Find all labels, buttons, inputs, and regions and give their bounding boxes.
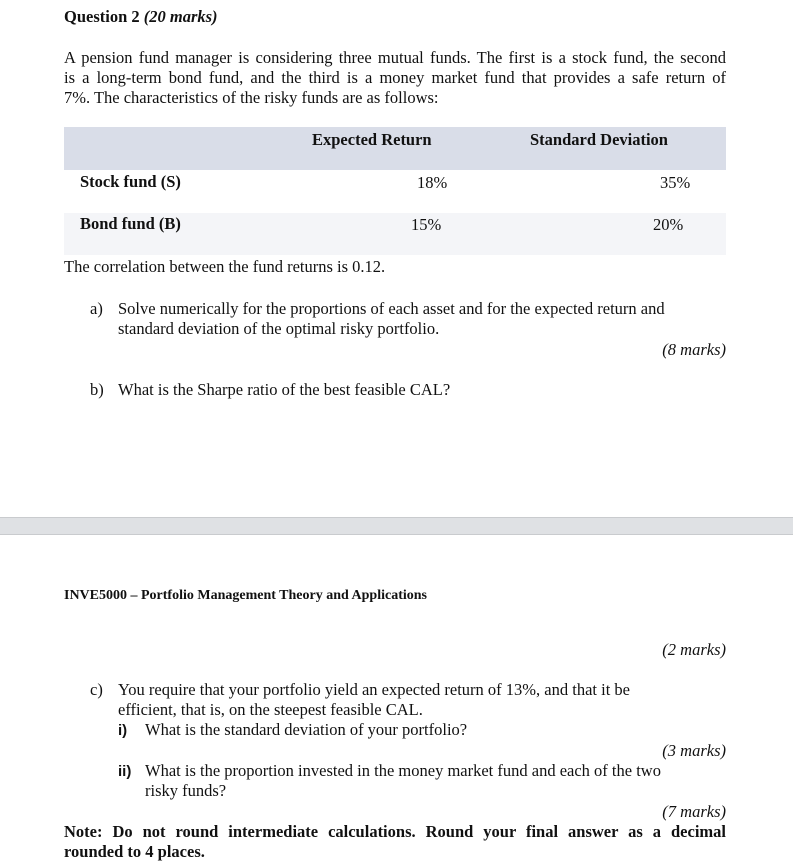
part-c-ii-marks: (7 marks) <box>662 802 726 821</box>
intro-line: is a long-term bond fund, and the third is a money market fund that provides a safe return of <box>64 68 726 87</box>
correlation-text: The correlation between the fund returns is 0.12. <box>64 257 386 276</box>
part-c-line: efficient, that is, on the steepest feasible CAL. <box>118 700 423 719</box>
intro-paragraph <box>64 48 726 108</box>
part-c-label: c) <box>90 680 103 699</box>
part-c-i-marks: (3 marks) <box>662 741 726 760</box>
part-a-label: a) <box>90 299 103 318</box>
part-c-line: You require that your portfolio yield an expected return of 13%, and that it be <box>118 680 630 699</box>
part-b-marks: (2 marks) <box>662 640 726 659</box>
part-c-ii-line: What is the proportion invested in the money market fund and each of the two <box>145 761 661 780</box>
bond-std-dev: 20% <box>653 215 684 234</box>
page-break-divider <box>0 517 793 535</box>
part-b-text: What is the Sharpe ratio of the best feasible CAL? <box>118 380 451 399</box>
part-c-i-label: i) <box>118 722 128 739</box>
header-expected-return: Expected Return <box>312 130 432 149</box>
note-line: rounded to 4 places. <box>64 842 205 861</box>
intro-line: A pension fund manager is considering three mutual funds. The first is a stock fund, the second <box>64 48 726 67</box>
row-label-bond-fund: Bond fund (B) <box>80 214 181 233</box>
rounding-note <box>64 822 726 862</box>
part-b-label: b) <box>90 380 104 399</box>
part-a-line: standard deviation of the optimal risky portfolio. <box>118 319 440 338</box>
part-a-marks: (8 marks) <box>662 340 726 359</box>
part-c-i-text: What is the standard deviation of your portfolio? <box>145 720 468 739</box>
intro-line: 7%. The characteristics of the risky funds are as follows: <box>64 88 439 107</box>
part-a-line: Solve numerically for the proportions of each asset and for the expected return and <box>118 299 665 318</box>
course-footer: INVE5000 – Portfolio Management Theory and Applications <box>64 588 427 603</box>
question-marks: (20 marks) <box>143 7 218 26</box>
stock-std-dev: 35% <box>660 173 691 192</box>
part-c-ii-line: risky funds? <box>145 781 227 800</box>
row-label-stock-fund: Stock fund (S) <box>80 172 181 191</box>
bond-expected-return: 15% <box>411 215 442 234</box>
stock-expected-return: 18% <box>417 173 448 192</box>
question-number: Question 2 <box>64 7 140 26</box>
header-standard-deviation: Standard Deviation <box>530 130 668 149</box>
note-line: Note: Do not round intermediate calculations. Round your final answer as a decimal <box>64 822 726 841</box>
part-c-ii-label: ii) <box>118 763 132 780</box>
question-title <box>64 7 218 27</box>
